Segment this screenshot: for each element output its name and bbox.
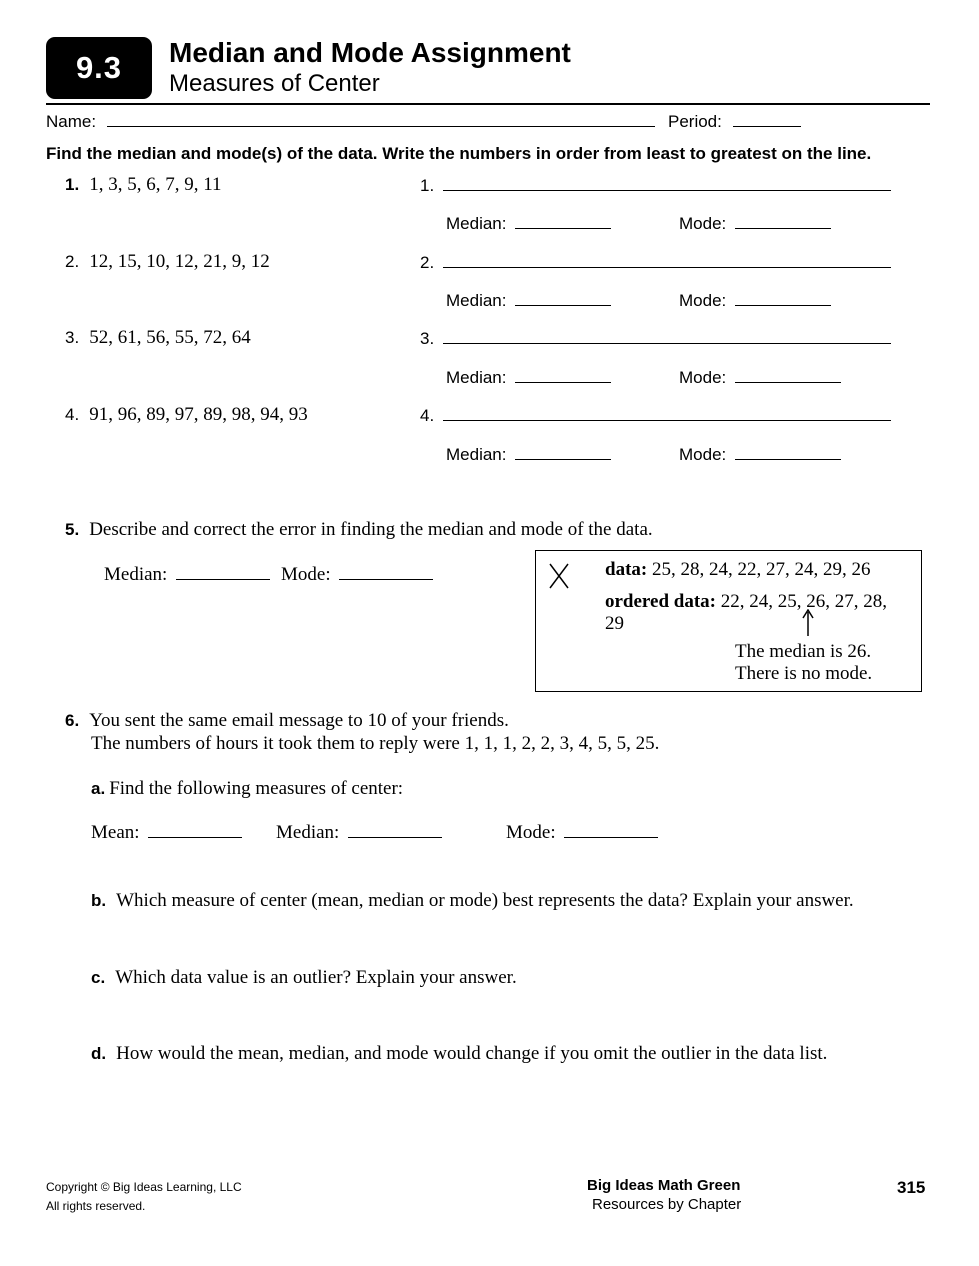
- ordered-blank[interactable]: [443, 252, 891, 268]
- box-ordered-cont: 29: [605, 613, 624, 634]
- arrow-up-icon: [802, 609, 814, 637]
- mode-label: Mode:: [679, 368, 727, 387]
- mode-2: [679, 290, 831, 311]
- period-blank[interactable]: [733, 111, 801, 127]
- problem-number: 3.: [65, 328, 80, 347]
- answer-number: 1.: [420, 176, 435, 195]
- part-c: [91, 967, 517, 989]
- mean-answer: [91, 822, 242, 844]
- mode-blank[interactable]: [564, 822, 658, 838]
- problem-line1: You sent the same email message to 10 of your friends.: [89, 710, 509, 731]
- answer-number: 2.: [420, 253, 435, 272]
- mean-label: Mean:: [91, 822, 140, 843]
- mode-label: Mode:: [679, 214, 727, 233]
- problem-6-line2: The numbers of hours it took them to reply were 1, 1, 1, 2, 2, 3, 4, 5, 5, 25.: [91, 733, 660, 754]
- part-label: d.: [91, 1044, 107, 1063]
- box-ordered-line: [605, 591, 887, 613]
- mean-blank[interactable]: [148, 822, 242, 838]
- mode-label: Mode:: [679, 445, 727, 464]
- rights: All rights reserved.: [46, 1199, 146, 1213]
- ordered-label: ordered data:: [605, 591, 716, 612]
- mode-blank[interactable]: [735, 290, 831, 306]
- box-data-line: [605, 559, 870, 581]
- median-2: [446, 290, 611, 311]
- mode-answer: [506, 822, 658, 844]
- mode-blank[interactable]: [735, 367, 841, 383]
- problem-data: 1, 3, 5, 6, 7, 9, 11: [89, 174, 222, 195]
- ordered-blank[interactable]: [443, 328, 891, 344]
- problem-prompt: Describe and correct the error in finding the median and mode of the data.: [89, 519, 653, 540]
- problem-5-median: [104, 564, 270, 586]
- name-row: [46, 111, 655, 132]
- median-1: [446, 213, 611, 234]
- median-answer: [276, 822, 442, 844]
- median-blank[interactable]: [515, 444, 611, 460]
- name-label: Name:: [46, 112, 97, 131]
- mode-statement: There is no mode.: [735, 663, 873, 684]
- mode-label: Mode:: [679, 291, 727, 310]
- page-title: Median and Mode Assignment: [169, 37, 571, 68]
- header-rule: [46, 103, 930, 105]
- problem-data: 12, 15, 10, 12, 21, 9, 12: [89, 251, 270, 272]
- error-x-icon: [548, 563, 570, 589]
- problem-5-mode: [281, 564, 433, 586]
- median-label: Median:: [446, 368, 507, 387]
- median-blank[interactable]: [176, 564, 270, 580]
- median-4: [446, 444, 611, 465]
- instructions: Find the median and mode(s) of the data. Write the numbers in order from least to greatest on the line.: [46, 144, 872, 163]
- median-blank[interactable]: [515, 367, 611, 383]
- ordered-values: 22, 24, 25, 26, 27, 28,: [720, 591, 887, 612]
- median-statement: The median is 26.: [735, 641, 872, 662]
- part-text: Find the following measures of center:: [109, 778, 404, 799]
- answer-line-2: [420, 252, 891, 273]
- answer-line-3: [420, 328, 891, 349]
- median-label: Median:: [104, 564, 168, 585]
- median-blank[interactable]: [515, 213, 611, 229]
- part-d: [91, 1043, 827, 1065]
- mode-blank[interactable]: [735, 213, 831, 229]
- mode-label: Mode:: [506, 822, 556, 843]
- problem-number: 2.: [65, 252, 80, 271]
- problem-number: 1.: [65, 175, 80, 194]
- book-subtitle: Resources by Chapter: [592, 1196, 742, 1213]
- answer-line-4: [420, 405, 891, 426]
- problem-number: 5.: [65, 520, 80, 539]
- data-values: 25, 28, 24, 22, 27, 24, 29, 26: [651, 559, 871, 580]
- problem-6: [65, 710, 509, 732]
- answer-line-1: [420, 175, 891, 196]
- error-box: [535, 550, 922, 692]
- mode-blank[interactable]: [339, 564, 433, 580]
- problem-5: [65, 519, 653, 541]
- problem-data: 52, 61, 56, 55, 72, 64: [89, 327, 251, 348]
- answer-number: 4.: [420, 406, 435, 425]
- part-label: a.: [91, 779, 106, 798]
- mode-label: Mode:: [281, 564, 331, 585]
- problem-2: [65, 251, 270, 273]
- part-text: How would the mean, median, and mode would change if you omit the outlier in the data list.: [116, 1043, 828, 1064]
- data-label: data:: [605, 559, 648, 580]
- part-b: [91, 890, 854, 912]
- section-badge: 9.3: [46, 37, 152, 99]
- part-text: Which measure of center (mean, median or mode) best represents the data? Explain your answer.: [116, 890, 854, 911]
- median-label: Median:: [276, 822, 340, 843]
- part-label: b.: [91, 891, 107, 910]
- median-label: Median:: [446, 445, 507, 464]
- name-blank[interactable]: [107, 111, 655, 127]
- mode-1: [679, 213, 831, 234]
- period-label: Period:: [668, 112, 722, 131]
- mode-3: [679, 367, 841, 388]
- page-number: 315: [897, 1178, 926, 1197]
- page-subtitle: Measures of Center: [169, 70, 380, 97]
- problem-3: [65, 327, 251, 349]
- answer-number: 3.: [420, 329, 435, 348]
- ordered-blank[interactable]: [443, 175, 891, 191]
- median-3: [446, 367, 611, 388]
- problem-number: 6.: [65, 711, 80, 730]
- median-blank[interactable]: [348, 822, 442, 838]
- median-blank[interactable]: [515, 290, 611, 306]
- copyright: Copyright © Big Ideas Learning, LLC: [46, 1180, 242, 1194]
- part-text: Which data value is an outlier? Explain your answer.: [115, 967, 517, 988]
- part-a: [91, 778, 403, 800]
- problem-number: 4.: [65, 405, 80, 424]
- problem-1: [65, 174, 221, 196]
- mode-blank[interactable]: [735, 444, 841, 460]
- problem-4: [65, 404, 308, 426]
- median-label: Median:: [446, 291, 507, 310]
- mode-4: [679, 444, 841, 465]
- ordered-blank[interactable]: [443, 405, 891, 421]
- median-label: Median:: [446, 214, 507, 233]
- problem-data: 91, 96, 89, 97, 89, 98, 94, 93: [89, 404, 308, 425]
- part-label: c.: [91, 968, 106, 987]
- book-title: Big Ideas Math Green: [587, 1177, 741, 1194]
- period-row: [668, 111, 801, 132]
